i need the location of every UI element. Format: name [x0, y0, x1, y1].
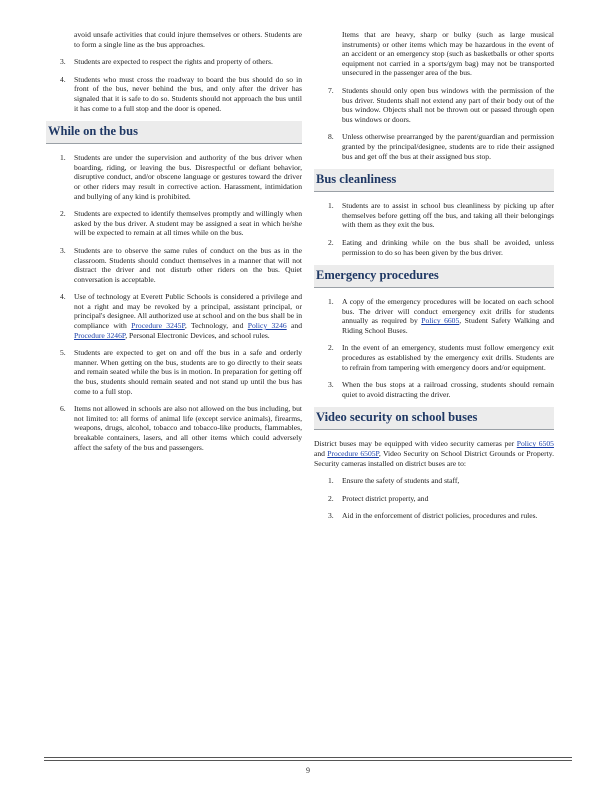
list-number: 4.: [60, 292, 66, 302]
list-number: 8.: [328, 132, 334, 142]
list-item: [314, 476, 554, 486]
section-heading-video-security: Video security on school buses: [314, 407, 554, 430]
list-text: When the bus stops at a railroad crossing, students should remain quiet to avoid distracting the driver.: [342, 380, 554, 399]
list-number: 2.: [328, 343, 334, 353]
list-item-continued: avoid unsafe activities that could injure themselves or others. Students are to form a single line as the bus approaches.: [74, 30, 302, 49]
footer-divider: [44, 760, 572, 761]
policy-6505-link[interactable]: Policy 6505: [516, 439, 554, 449]
para-text: District buses may be equipped with video security cameras per: [314, 439, 517, 449]
list-text: Students are expected to identify themselves promptly and willingly when asked by the bus driver. A student may be assigned a seat in which he/she will be expected to remain at all times while on the bus.: [74, 209, 302, 238]
list-number: 1.: [60, 153, 66, 163]
policy-6605-link[interactable]: Policy 6605: [421, 316, 460, 326]
list-item: [314, 511, 554, 521]
list-item: [46, 153, 302, 201]
list-text: Students are expected to get on and off the bus in a safe and orderly manner. When getting on the bus, students are to go directly to their seats and remain seated while the bus is in motion. In preparation for getting off the bus, students should remain seated and not stand up until the bus has come to a full stop.: [74, 348, 302, 396]
list-number: 2.: [328, 493, 334, 503]
list-number: 1.: [328, 297, 334, 307]
list-number: 1.: [328, 201, 334, 211]
right-column: [314, 30, 554, 529]
list-number: 4.: [60, 74, 66, 84]
list-text: In the event of an emergency, students must follow emergency exit procedures as established by the emergency exit drills. Students are to refrain from tampering with emergency doors and/or equipment.: [342, 343, 554, 372]
list-number: 3.: [328, 380, 334, 390]
section-heading-while-on-bus: While on the bus: [46, 121, 302, 144]
list-text: Students are to observe the same rules of conduct on the bus as in the classroom. Students should conduct themselves in a manner that will not distract the driver and not disturb other riders on the bus. Quiet conversation is acceptable.: [74, 245, 302, 284]
list-item: [46, 209, 302, 238]
list-item: [46, 404, 302, 452]
list-item: [314, 132, 554, 161]
list-item: [314, 494, 554, 504]
policy-3246-link[interactable]: Policy 3246: [247, 321, 287, 331]
list-item: [314, 343, 554, 372]
section-heading-emergency-procedures: Emergency procedures: [314, 265, 554, 288]
list-number: 7.: [328, 85, 334, 95]
footer-divider: [44, 757, 572, 758]
list-text: Ensure the safety of students and staff,: [342, 476, 460, 486]
list-text: Items not allowed in schools are also not allowed on the bus including, but not limited to: all forms of animal life (except service animals), firearms, weapons, drugs, alcohol, tobacco and tobacco-like products, flammables, breakable containers, lasers, and all other items which could adversely affect the safety of the bus and passengers.: [74, 404, 302, 452]
list-item: [314, 201, 554, 230]
list-text: Eating and drinking while on the bus shall be avoided, unless permission to do so has been given by the bus driver.: [342, 237, 554, 257]
section-heading-bus-cleanliness: Bus cleanliness: [314, 169, 554, 192]
list-item: [314, 297, 554, 335]
list-text: Students are under the supervision and authority of the bus driver when boarding, riding, or leaving the bus. Disrespectful or defiant behavior, disruptive conduct, and/or obscene language or gestures toward the driver or other riders may result in corrective action. Harassment, intimidation and bullying of any kind is prohibited.: [74, 153, 302, 201]
para-text: , Video Security on School District Grounds or Property. Security cameras installed on district buses are to:: [314, 449, 554, 468]
list-text: Students should only open bus windows with the permission of the bus driver. Students shall not extend any part of their body out of the bus window. Objects shall not be thrown out or passed through open bus windows or doors.: [342, 85, 554, 124]
list-text: Students are to assist in school bus cleanliness by picking up after themselves before getting off the bus, and taking all their belongings with them as they exit the bus.: [342, 201, 554, 230]
list-text: Students are expected to respect the rights and property of others.: [74, 57, 273, 67]
procedure-3245p-link[interactable]: Procedure 3245P: [131, 321, 185, 331]
procedure-6505p-link[interactable]: Procedure 6505P: [327, 449, 379, 459]
list-number: 5.: [60, 348, 66, 358]
list-number: 1.: [328, 476, 334, 486]
list-number: 3.: [60, 57, 66, 67]
list-item-technology: [46, 292, 302, 340]
procedure-3246p-link[interactable]: Procedure 3246P: [74, 330, 126, 340]
page-number: 9: [306, 766, 310, 775]
list-item: [46, 57, 302, 67]
list-text: Students who must cross the roadway to board the bus should do so in front of the bus, never behind the bus, and only after the driver has signaled that it is safe to do so. Students should not approach the bus until it has come to a full stop and the door is opened.: [74, 74, 302, 113]
list-number: 2.: [328, 237, 334, 247]
list-text: , Technology, and: [184, 321, 248, 331]
list-number: 3.: [328, 511, 334, 521]
list-number: 6.: [60, 404, 66, 414]
list-number: 3.: [60, 245, 66, 255]
list-item: [46, 348, 302, 396]
left-column: [46, 30, 302, 460]
list-text: A copy of the emergency procedures will be located on each school bus. The driver will conduct emergency exit drills for students annually as required by: [342, 297, 554, 326]
list-item-continued: Items that are heavy, sharp or bulky (such as large musical instruments) or other items which may be hazardous in the event of an accident or an emergency stop (such as basketballs or other sports equipment not carried in a sports/gym bag) may not be transported unsecured in the passenger area of the bus.: [342, 30, 554, 78]
list-text: , Personal Electronic Devices, and school rules.: [125, 330, 270, 340]
list-text: Protect district property, and: [342, 493, 429, 503]
para-text: and: [314, 449, 328, 459]
list-item: [314, 380, 554, 399]
list-item: [314, 238, 554, 257]
list-item: [46, 246, 302, 284]
list-text: , Student Safety Walking and Riding School Buses.: [342, 316, 554, 335]
list-item: [46, 75, 302, 113]
list-text: Use of technology at Everett Public Schools is considered a privilege and not a right and may be revoked by a principal, assistant principal, or principal's designee. All authorized use at school and on the bus shall be in compliance with: [74, 292, 302, 331]
list-item: [314, 86, 554, 124]
list-number: 2.: [60, 209, 66, 219]
video-security-paragraph: [314, 439, 554, 468]
list-text: Unless otherwise prearranged by the parent/guardian and permission granted by the principal/designee, students are to ride their assigned bus and get off the bus at their assigned bus stop.: [342, 132, 554, 161]
list-text: and: [286, 321, 302, 331]
list-text: Aid in the enforcement of district policies, procedures and rules.: [342, 511, 538, 521]
